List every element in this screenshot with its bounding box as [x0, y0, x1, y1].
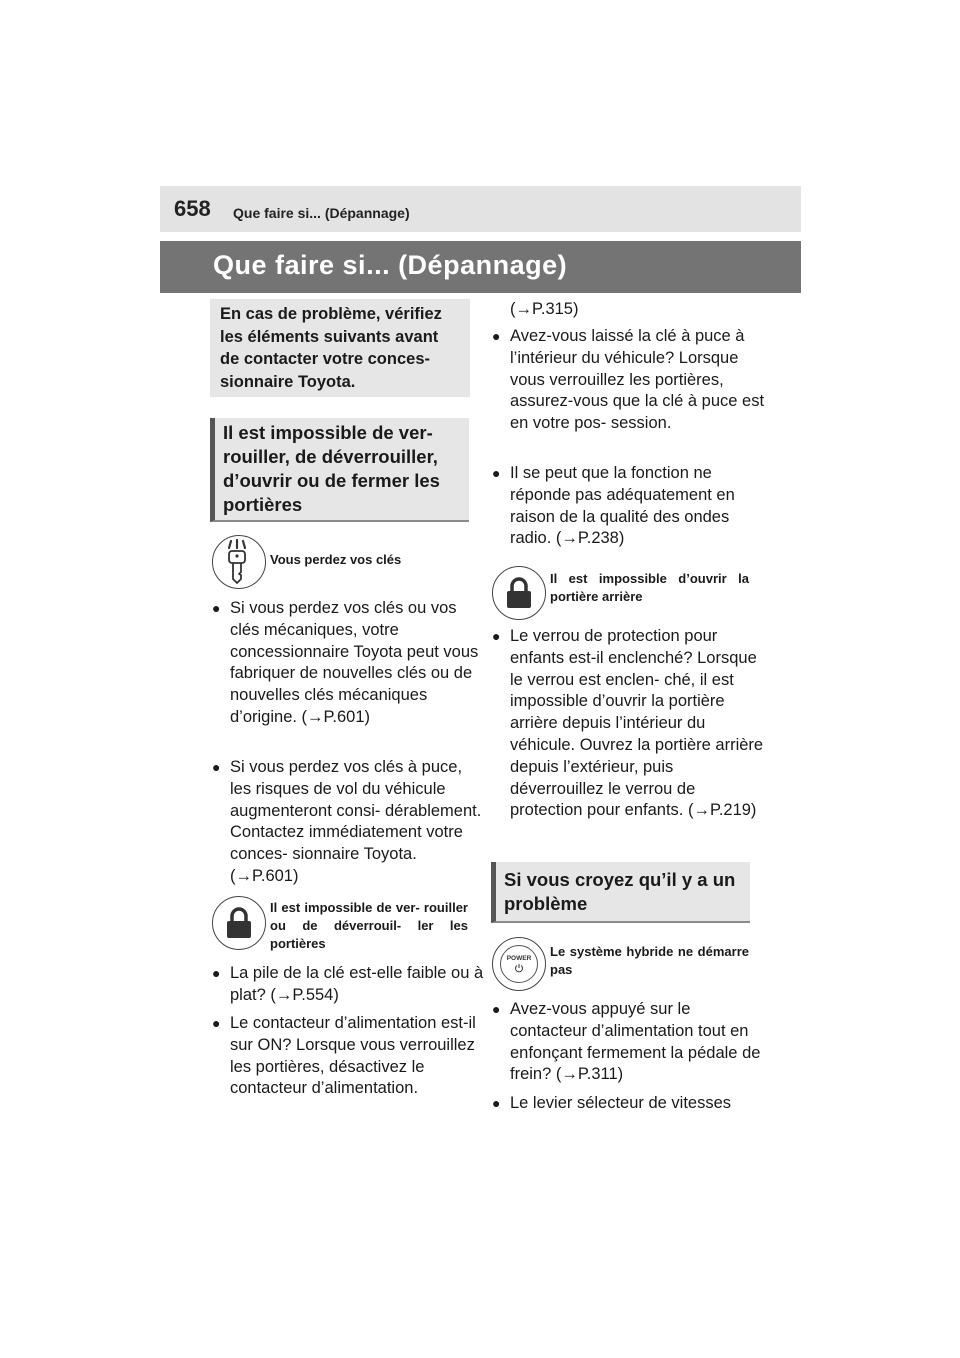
subsection-rear-door [492, 566, 752, 624]
continued-reference: (→P.315) [510, 300, 579, 318]
power-symbol-icon [514, 963, 524, 973]
padlock-icon [492, 566, 546, 620]
subsection-cannot-lock [212, 896, 472, 956]
power-button-icon [492, 937, 546, 991]
intro-box [210, 299, 470, 397]
bullet-lost-keys-1: ● Si vous perdez vos clés ou vos clés mécaniques, votre concessionnaire Toyota peut vous fabriquer de nouvelles clés ou de nouvelles clés mécaniques d’origine. (→P.601) [212, 598, 485, 729]
bullet-smart-key-inside: ● Avez-vous laissé la clé à puce à l’intérieur du véhicule? Lorsque vous verrouillez les portières, assurez-vous que la clé à puce est en votre pos- session. [492, 326, 767, 435]
section-heading-doors-text: Il est impossible de ver- rouiller, de déverrouiller, d’ouvrir ou de fermer les portières [223, 422, 440, 515]
bullet-shift-lever: ● Le levier sélecteur de vitesses [492, 1093, 767, 1115]
padlock-icon [212, 896, 266, 950]
subsection-lost-keys-label: Vous perdez vos clés [270, 552, 402, 567]
bullet-cannot-lock-2: ● Le contacteur d’alimentation est-il sur ON? Lorsque vous verrouillez les portières, désactivez le contacteur d’alimentation. [212, 1013, 485, 1100]
subsection-hybrid [492, 937, 752, 995]
subsection-rear-door-label: Il est impossible d’ouvrir la portière arrière [550, 571, 749, 604]
subsection-hybrid-label: Le système hybride ne démarre pas [550, 944, 749, 977]
section-heading-problem-text: Si vous croyez qu’il y a un problème [504, 869, 736, 914]
breadcrumb: Que faire si... (Dépannage) [233, 205, 410, 221]
bullet-radio-waves: ● Il se peut que la fonction ne réponde pas adéquatement en raison de la qualité des ondes radio. (→P.238) [492, 463, 767, 550]
bullet-cannot-lock-1: ● La pile de la clé est-elle faible ou à plat? (→P.554) [212, 963, 485, 1007]
bullet-lost-keys-2: ● Si vous perdez vos clés à puce, les risques de vol du véhicule augmenteront consi- dérablement. Contactez immédiatement votre conces- sionnaire Toyota. (→P.601) [212, 757, 485, 888]
page-number: 658 [174, 196, 211, 221]
section-heading-doors [210, 418, 469, 522]
intro-text: En cas de problème, vérifiez les éléments suivants avant de contacter votre conces- sionnaire Toyota. [220, 305, 442, 391]
power-button-text: POWER [506, 955, 532, 962]
section-heading-problem [491, 862, 750, 923]
subsection-cannot-lock-label: Il est impossible de ver- rouiller ou de déverrouil- ler les portières [270, 900, 468, 951]
key-icon [212, 535, 266, 589]
page-header [160, 186, 801, 232]
chapter-title-band [160, 241, 801, 293]
bullet-brake-pedal: ● Avez-vous appuyé sur le contacteur d’alimentation tout en enfonçant fermement la pédale de frein? (→P.311) [492, 999, 767, 1086]
subsection-lost-keys [212, 535, 472, 593]
chapter-title: Que faire si... (Dépannage) [213, 250, 568, 280]
bullet-child-lock: ● Le verrou de protection pour enfants est-il enclenché? Lorsque le verrou est enclen- ché, il est impossible d’ouvrir la portière arrière depuis l’intérieur du véhicule. Ouvrez la portière arrière depuis l’extérieur, puis déverrouillez le verrou de protection pour enfants. (→P.219) [492, 626, 767, 822]
